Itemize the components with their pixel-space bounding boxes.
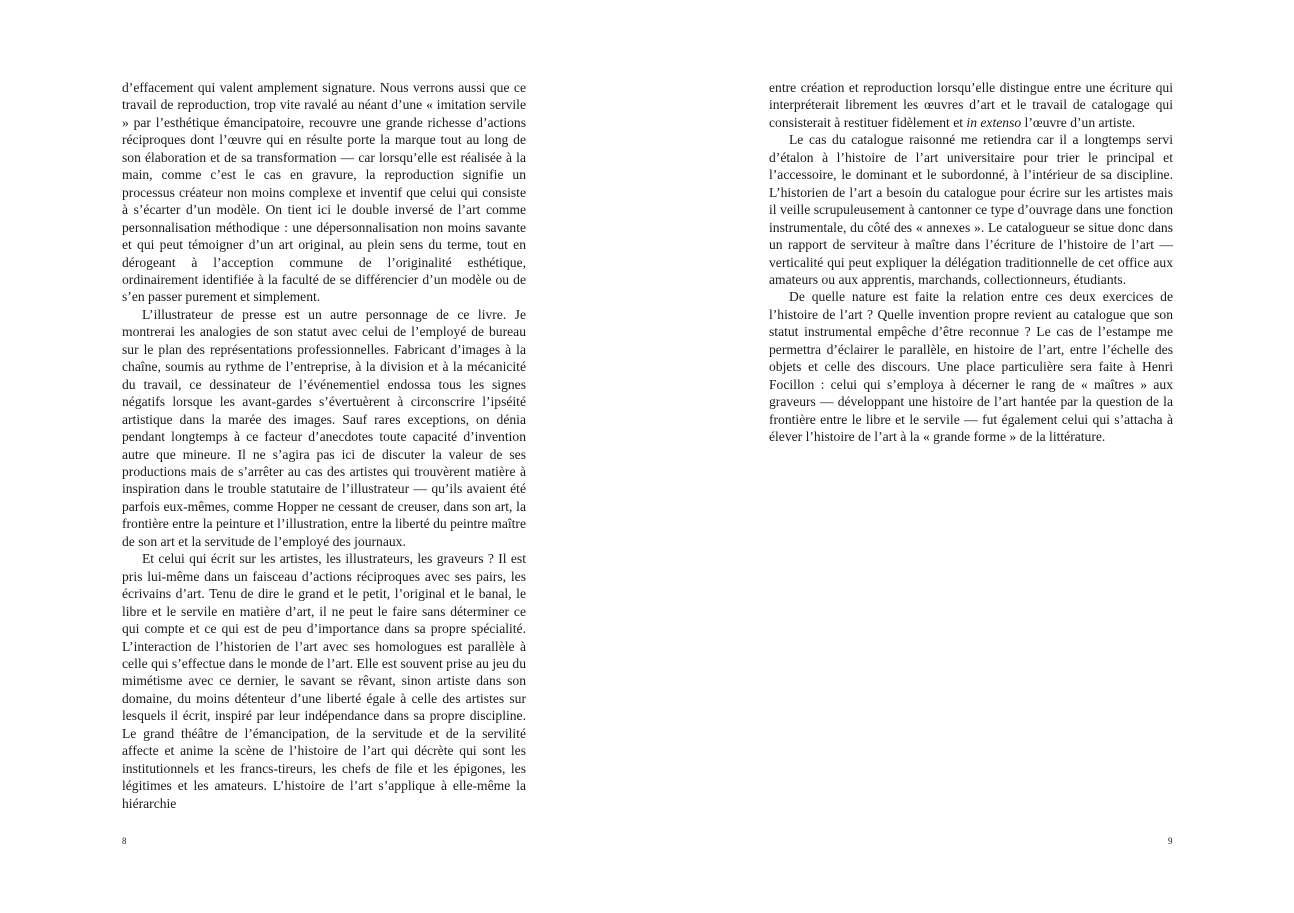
paragraph: L’illustrateur de presse est un autre personnage de ce livre. Je montrerai les analogies de son statut avec celui de l’employé de bureau sur le plan des représentations professionnelles. Fabricant d’images à la chaîne, soumis au rythme de l’entreprise, à la division et à la mécanicité du travail, ce dessinateur de l’événementiel endossa tous les signes négatifs lorsque les avant-gardes s’évertuèrent à circonscrire l’ipséité artistique dans la marée des images. Sauf rares exceptions, on dénia pendant longtemps à ce facteur d’anecdotes toute capacité d’invention autre que mineure. Il ne s’agira pas ici de discuter la valeur de ses productions mais de s’arrêter au cas des artistes qui trouvèrent matière à inspiration dans le trouble statutaire de l’illustrateur — qu’ils avaient été parfois eux-mêmes, comme Hopper ne cessant de creuser, dans son art, la frontière entre la peinture et l’illustration, entre la liberté du peintre maître de son art et la servitude de l’employé des journaux. — [122, 306, 526, 549]
left-page-text — [122, 79, 526, 812]
paragraph: Et celui qui écrit sur les artistes, les illustrateurs, les graveurs ? Il est pris lui-même dans un faisceau d’actions réciproques avec ses pairs, les écrivains d’art. Tenu de dire le grand et le petit, l’original et le banal, le libre et le servile en matière d’art, il ne peut le faire sans déterminer ce qui compte et ce qui est de peu d’importance dans sa propre spécialité. L’interaction de l’historien de l’art avec ses homologues est parallèle à celle qui s’effectue dans le monde de l’art. Elle est souvent prise au jeu du mimétisme avec ce dernier, le savant se rêvant, sinon artiste dans son domaine, du moins détenteur d’une liberté égale à celle des artistes sur lesquels il écrit, inspiré par leur indépendance dans sa propre discipline. Le grand théâtre de l’émancipation, de la servitude et de la servilité affecte et anime la scène de l’histoire de l’art qui décrète qui sont les institutionnels et les francs-tireurs, les chefs de file et les épigones, les légitimes et les amateurs. L’histoire de l’art s’applique à elle-même la hiérarchie — [122, 551, 526, 811]
paragraph: Le cas du catalogue raisonné me retiendra car il a longtemps servi d’étalon à l’histoire de l’art universitaire pour trier le principal et l’accessoire, le dominant et le subordonné, à l’intérieur de sa discipline. L’historien de l’art a besoin du catalogue pour écrire sur les artistes mais il veille scrupuleusement à cantonner ce type d’ouvrage dans une fonction instrumentale, du côté des « annexes ». Le catalogueur se situe donc dans un rapport de serviteur à maître dans l’écriture de l’histoire de l’art — verticalité qui peut expliquer la délégation traditionnelle de cet office aux amateurs ou aux apprentis, marchands, collectionneurs, étudiants. — [769, 132, 1173, 287]
italic-text: in extenso — [966, 114, 1022, 130]
page-number: 9 — [1168, 836, 1173, 846]
paragraph: De quelle nature est faite la relation entre ces deux exercices de l’histoire de l’art ? Quelle invention propre revient au catalogue que son statut instrumental empêche d’être reconnue ? Le cas de l’estampe me permettra d’éclairer le parallèle, en histoire de l’art, entre l’échelle des objets et celle des discours. Une place particulière sera faite à Henri Focillon : celui qui s’employa à décerner le rang de « maîtres » aux graveurs — développant une histoire de l’art hantée par la question de la frontière entre le libre et le servile — fut également celui qui s’attacha à élever l’histoire de l’art à la « grande forme » de la littérature. — [769, 289, 1173, 445]
right-page — [647, 0, 1294, 913]
paragraph-text: l’œuvre d’un artiste. — [1021, 114, 1136, 130]
paragraph — [769, 79, 1173, 131]
page-number: 8 — [122, 836, 127, 846]
right-page-text — [769, 79, 1173, 446]
paragraph: d’effacement qui valent amplement signature. Nous verrons aussi que ce travail de reproduction, trop vite ravalé au néant d’une « imitation servile » par l’esthétique émancipatoire, recouvre une grande richesse d’actions réciproques dont l’œuvre qui en résulte porte la marque tout au long de son élaboration et de sa transformation — car lorsqu’elle est réalisée à la main, comme c’est le cas en gravure, la reproduction signifie un processus créateur non moins complexe et inventif que celui qui consiste à s’écarter d’un modèle. On tient ici le double inversé de l’art comme personnalisation méthodique : une dépersonnalisation non moins savante et qui peut témoigner d’un art original, au plein sens du terme, tout en dérogeant à l’acception commune de l’originalité esthétique, ordinairement identifiée à la faculté de se différencier d’un modèle ou de s’en passer purement et simplement. — [122, 80, 526, 305]
paragraph-text: entre création et reproduction lorsqu’elle distingue entre une écriture qui interpréterait librement les œuvres d’art et le travail de catalogage qui consisterait à restituer fidèlement et — [769, 80, 1173, 130]
